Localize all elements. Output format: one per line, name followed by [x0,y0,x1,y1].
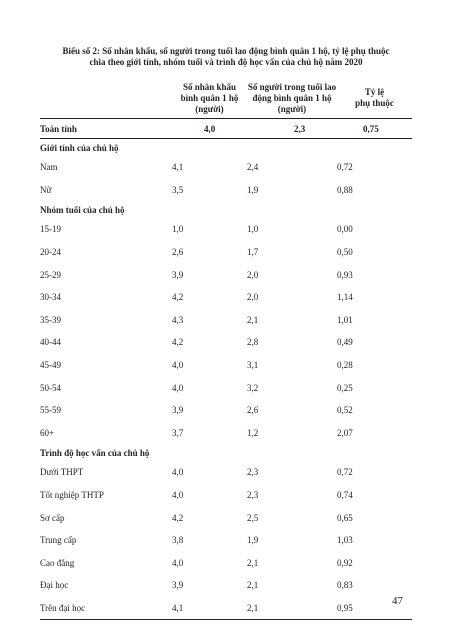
cell-working-age: 1,9 [247,184,259,195]
cell-household-size: 4,0 [172,557,184,568]
row-label: 50-54 [40,382,61,393]
cell-household-size: 4,0 [172,360,184,371]
table-header-row [40,78,412,119]
cell-dependency-ratio: 0,65 [337,512,353,523]
cell-household-size: 3,5 [172,184,184,195]
cell-dependency-ratio: 0,88 [337,184,353,195]
header-dependency-ratio: Tỷ lệ phụ thuộc [355,87,394,108]
table-row [40,552,412,575]
table-title-line-2: chia theo giới tính, nhóm tuổi và trình độ học vấn của chủ hộ năm 2020 [89,57,363,67]
cell-working-age: 2,1 [247,557,259,568]
cell-working-age: 2,3 [247,490,259,501]
cell-dependency-ratio: 0,74 [337,490,353,501]
table-row [40,484,412,507]
cell-dependency-ratio: 0,25 [337,382,353,393]
cell-household-size: 3,9 [172,580,184,591]
section-heading: Giới tính của chủ hộ [40,142,119,153]
total-row [40,119,412,139]
row-label: Nữ [40,184,52,195]
cell-household-size: 1,0 [172,224,184,235]
cell-household-size: 4,0 [172,490,184,501]
row-label: 25-29 [40,269,61,280]
statistics-table [40,78,412,620]
row-label: Sơ cấp [40,512,65,523]
cell-household-size: 3,9 [172,405,184,416]
cell-dependency-ratio: 0,52 [337,405,353,416]
cell-working-age: 2,0 [247,269,259,280]
cell-working-age: 2,3 [247,119,337,139]
row-label: Cao đẳng [40,557,75,568]
cell-household-size: 4,0 [172,467,184,478]
row-label: Nam [40,162,58,173]
cell-dependency-ratio: 0,83 [337,580,353,591]
row-label: 30-34 [40,292,61,303]
cell-working-age: 2,1 [247,597,337,620]
table-row [40,376,412,399]
table-row [40,574,412,597]
cell-household-size: 3,7 [172,427,184,438]
table-row [40,218,412,241]
cell-working-age: 1,9 [247,535,259,546]
page-number: 47 [392,595,403,607]
row-label: Toàn tỉnh [40,119,172,139]
row-label: 60+ [40,427,55,438]
row-label: 45-49 [40,360,61,371]
cell-working-age: 1,7 [247,247,259,258]
cell-household-size: 4,1 [172,162,184,173]
row-label: Tốt nghiệp THTP [40,490,104,501]
row-label: 40-44 [40,337,61,348]
cell-dependency-ratio: 2,07 [337,427,353,438]
cell-household-size: 2,6 [172,247,184,258]
row-label: 55-59 [40,405,61,416]
cell-household-size: 3,8 [172,535,184,546]
row-label: Trung cấp [40,535,77,546]
cell-dependency-ratio: 1,03 [337,535,353,546]
table-row [40,309,412,332]
cell-dependency-ratio: 0,28 [337,360,353,371]
row-label: 20-24 [40,247,61,258]
header-category [40,78,172,119]
cell-working-age: 2,8 [247,337,259,348]
header-working-age: Số người trong tuổi lao động bình quân 1 hộ (người) [247,81,337,114]
cell-working-age: 2,6 [247,405,259,416]
cell-household-size: 4,3 [172,314,184,325]
section-heading-row [40,139,412,157]
cell-working-age: 2,0 [247,292,259,303]
table-row [40,263,412,286]
cell-working-age: 2,5 [247,512,259,523]
cell-working-age: 2,1 [247,580,259,591]
cell-dependency-ratio: 0,92 [337,557,353,568]
section-heading-row [40,444,412,461]
cell-household-size: 3,9 [172,269,184,280]
cell-household-size: 4,1 [172,597,247,620]
cell-dependency-ratio: 1,14 [337,292,353,303]
section-heading: Nhóm tuổi của chủ hộ [40,204,125,215]
cell-dependency-ratio: 1,01 [337,314,353,325]
row-label: 35-39 [40,314,61,325]
cell-dependency-ratio: 0,00 [337,224,353,235]
cell-working-age: 3,2 [247,382,259,393]
section-heading: Trình độ học vấn của chủ hộ [40,447,150,458]
table-title-line-1: Biểu số 2: Số nhân khẩu, số người trong tuổi lao động bình quân 1 hộ, tỷ lệ phụ thuộc [62,46,390,56]
cell-dependency-ratio: 0,72 [337,467,353,478]
row-label: Đại học [40,580,69,591]
cell-household-size: 4,2 [172,292,184,303]
table-title [40,46,412,68]
table-row [40,156,412,179]
cell-working-age: 2,4 [247,162,259,173]
cell-household-size: 4,2 [172,337,184,348]
table-row [40,179,412,202]
cell-dependency-ratio: 0,49 [337,337,353,348]
table-row [40,286,412,309]
table-row [40,399,412,422]
row-label: Dưới THPT [40,467,84,478]
table-row [40,529,412,552]
cell-working-age: 3,1 [247,360,259,371]
cell-dependency-ratio: 0,50 [337,247,353,258]
cell-working-age: 1,2 [247,427,259,438]
header-household-size: Số nhân khẩu bình quân 1 hộ (người) [180,81,239,114]
table-row [40,506,412,529]
cell-dependency-ratio: 0,75 [337,119,412,139]
cell-household-size: 4,0 [172,382,184,393]
cell-working-age: 1,0 [247,224,259,235]
section-heading-row [40,201,412,218]
cell-household-size: 4,0 [172,119,247,139]
row-label: 15-19 [40,224,61,235]
cell-dependency-ratio: 0,72 [337,162,353,173]
table-row [40,422,412,445]
cell-working-age: 2,3 [247,467,259,478]
row-label: Trên đại học [40,597,172,620]
table-row [40,331,412,354]
table-row [40,597,412,620]
table-row [40,461,412,484]
table-row [40,241,412,264]
cell-working-age: 2,1 [247,314,259,325]
cell-dependency-ratio: 0,93 [337,269,353,280]
cell-dependency-ratio: 0,95 [337,597,412,620]
cell-household-size: 4,2 [172,512,184,523]
table-row [40,354,412,377]
